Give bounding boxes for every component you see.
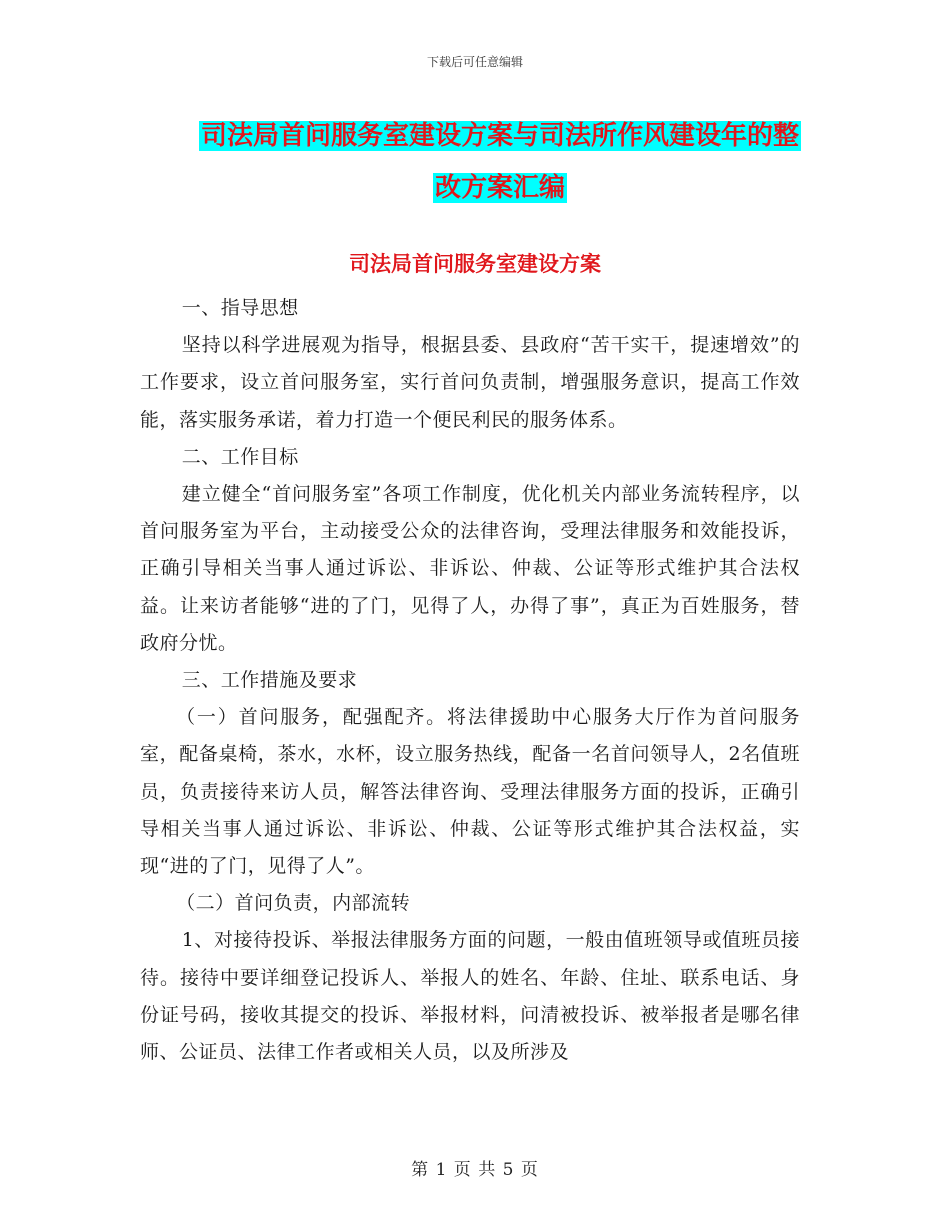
- heading-work-goal: 二、工作目标: [181, 445, 299, 468]
- paragraph: 建立健全“首问服务室”各项工作制度，优化机关内部业务流转程序，以首问服务室为平台，主动接受公众的法律咨询，受理法律服务和效能投诉，正确引导相关当事人通过诉讼、非诉讼、仲裁、公证等形式维护其合法权益。让来访者能够“进的了门，见得了人，办得了事”，真正为百姓服务，替政府分忧。: [140, 483, 800, 654]
- page-footer: 第 1 页 共 5 页: [411, 1160, 539, 1180]
- paragraph: 1、对接待投诉、举报法律服务方面的问题，一般由值班领导或值班员接待。接待中要详细登记投诉人、举报人的姓名、年龄、住址、联系电话、身份证号码，接收其提交的投诉、举报材料，问清被投诉、被举报者是哪名律师、公证员、法律工作者或相关人员，以及所涉及: [140, 929, 800, 1064]
- body-text: [140, 290, 800, 1071]
- document-title-line-1: 司法局首问服务室建设方案与司法所作风建设年的整: [200, 121, 799, 151]
- paragraph: （一）首问服务，配强配齐。将法律援助中心服务大厅作为首问服务室，配备桌椅，茶水，水杯，设立服务热线，配备一名首问领导人，2名值班员，负责接待来访人员，解答法律咨询、受理法律服务方面的投诉，正确引导相关当事人通过诉讼、非诉讼、仲裁、公证等形式维护其合法权益，实现“进的了门，见得了人”。: [140, 706, 800, 878]
- document-title-line-2: 改方案汇编: [434, 173, 565, 203]
- subheading-responsibility: （二）首问负责，内部流转: [176, 892, 411, 915]
- heading-measures: 三、工作措施及要求: [181, 669, 358, 692]
- paragraph: 坚持以科学进展观为指导，根据县委、县政府“苦干实干，提速增效”的工作要求，设立首问服务室，实行首问负责制，增强服务意识，提高工作效能，落实服务承诺，着力打造一个便民利民的服务体系。: [140, 334, 800, 431]
- section-title: 司法局首问服务室建设方案: [349, 251, 601, 276]
- heading-guiding-thought: 一、指导思想: [181, 297, 299, 319]
- header-note: 下载后可任意编辑: [426, 55, 523, 69]
- document-title: [130, 110, 870, 214]
